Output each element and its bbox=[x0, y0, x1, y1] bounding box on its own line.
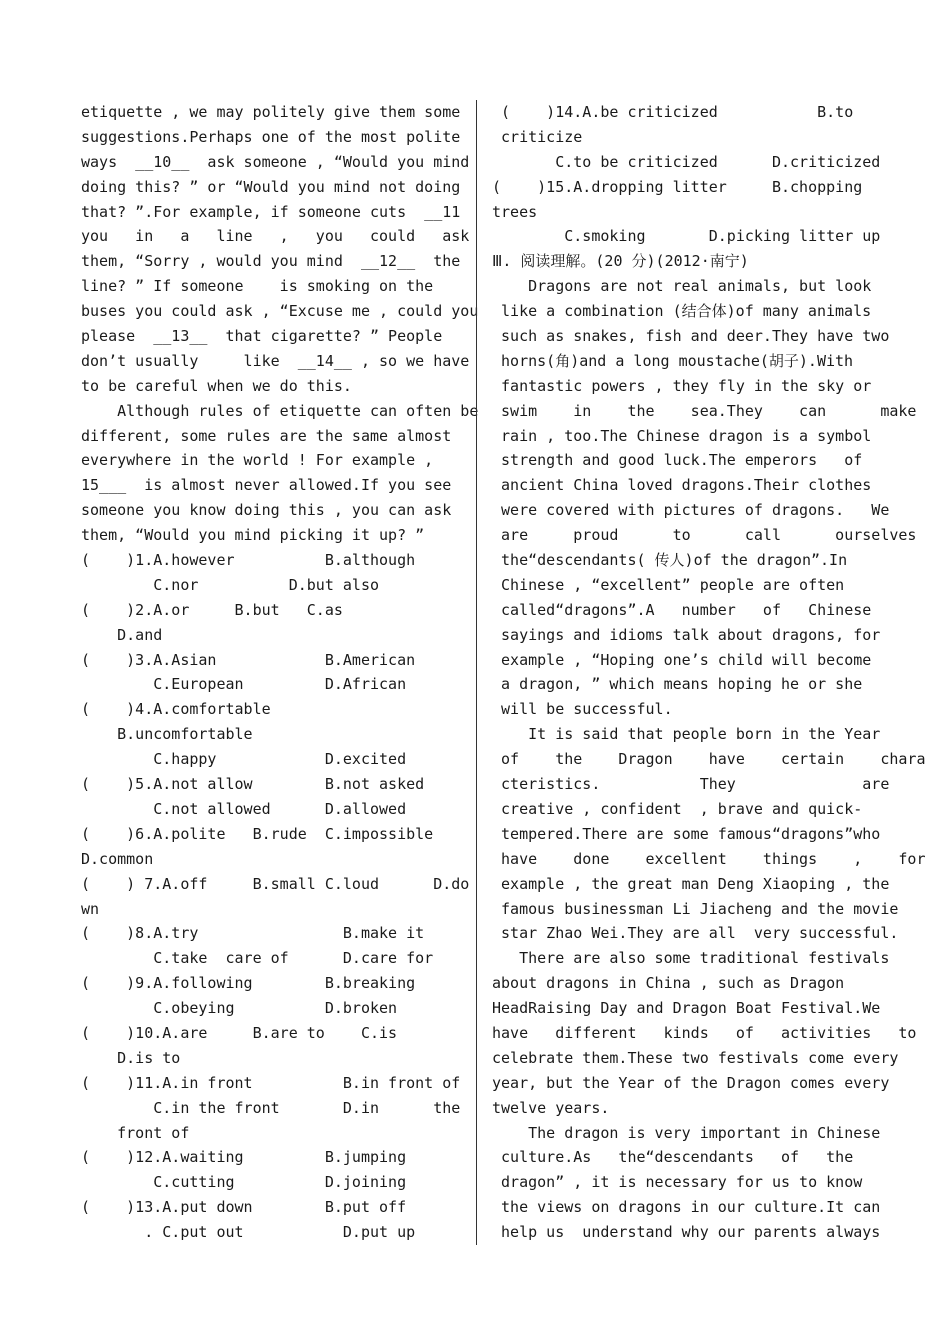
text-line: C.to be criticized D.criticized bbox=[492, 152, 881, 171]
text-line: tempered.There are some famous“dragons”who bbox=[492, 824, 881, 843]
text-line: C.European D.African bbox=[81, 675, 407, 694]
text-line: C.take care of D.care for bbox=[81, 949, 434, 968]
text-line: of the Dragon have certain chara bbox=[492, 750, 926, 769]
text-line: ( )4.A.comfortable bbox=[81, 700, 271, 719]
text-line: ancient China loved dragons.Their clothes bbox=[492, 476, 872, 495]
text-line: The dragon is very important in Chinese bbox=[492, 1123, 881, 1142]
text-line: don’t usually like __14__ , so we have bbox=[81, 351, 470, 370]
text-line: C.obeying D.broken bbox=[81, 999, 398, 1018]
text-line: There are also some traditional festivals bbox=[492, 949, 890, 968]
text-line: to be careful when we do this. bbox=[81, 376, 352, 395]
text-line: ( )11.A.in front B.in front of bbox=[81, 1073, 461, 1092]
text-line: ( )10.A.are B.are to C.is bbox=[81, 1023, 398, 1042]
text-line: the views on dragons in our culture.It can bbox=[492, 1198, 881, 1217]
text-line: celebrate them.These two festivals come every bbox=[492, 1048, 899, 1067]
text-line: different, some rules are the same almost bbox=[81, 426, 452, 445]
text-line: ( ) 7.A.off B.small C.loud D.do bbox=[81, 874, 470, 893]
text-line: ( )2.A.or B.but C.as bbox=[81, 600, 343, 619]
text-line: C.happy D.excited bbox=[81, 750, 407, 769]
text-line: D.is to bbox=[81, 1048, 181, 1067]
text-line: trees bbox=[492, 202, 538, 221]
right-column bbox=[492, 100, 926, 1245]
text-line: Dragons are not real animals, but look bbox=[492, 277, 872, 296]
text-line: them, “Would you mind picking it up? ” bbox=[81, 526, 425, 545]
text-line: front of bbox=[81, 1123, 190, 1142]
text-line: C.cutting D.joining bbox=[81, 1173, 407, 1192]
text-line: buses you could ask , “Excuse me , could you bbox=[81, 302, 479, 321]
text-line: will be successful. bbox=[492, 700, 673, 719]
text-line: wn bbox=[81, 899, 100, 918]
text-line: C.not allowed D.allowed bbox=[81, 799, 407, 818]
text-line: ( )8.A.try B.make it bbox=[81, 924, 425, 943]
text-line: strength and good luck.The emperors of bbox=[492, 451, 863, 470]
text-line: swim in the sea.They can make bbox=[492, 401, 917, 420]
text-line: example , the great man Deng Xiaoping , the bbox=[492, 874, 890, 893]
text-line: ( )12.A.waiting B.jumping bbox=[81, 1148, 407, 1167]
text-line: were covered with pictures of dragons. We bbox=[492, 501, 890, 520]
text-line: Chinese , “excellent” people are often bbox=[492, 575, 845, 594]
text-line: everywhere in the world ! For example , bbox=[81, 451, 434, 470]
text-line: C.in the front D.in the bbox=[81, 1098, 461, 1117]
text-line: such as snakes, fish and deer.They have two bbox=[492, 327, 890, 346]
text-line: like a combination (结合体)of many animals bbox=[492, 302, 872, 321]
text-line: Ⅲ. 阅读理解。(20 分)(2012·南宁) bbox=[492, 252, 749, 271]
text-line: ( )5.A.not allow B.not asked bbox=[81, 775, 425, 794]
text-line: 15___ is almost never allowed.If you see bbox=[81, 476, 452, 495]
text-line: the“descendants( 传人)of the dragon”.In bbox=[492, 551, 848, 570]
text-line: suggestions.Perhaps one of the most polite bbox=[81, 127, 461, 146]
text-line: star Zhao Wei.They are all very successful. bbox=[492, 924, 899, 943]
text-line: year, but the Year of the Dragon comes every bbox=[492, 1073, 890, 1092]
text-line: have done excellent things , for bbox=[492, 849, 926, 868]
text-line: creative , confident , brave and quick- bbox=[492, 799, 863, 818]
text-line: ( )13.A.put down B.put off bbox=[81, 1198, 407, 1217]
text-line: C.smoking D.picking litter up bbox=[492, 227, 881, 246]
text-line: horns(角)and a long moustache(胡子).With bbox=[492, 351, 854, 370]
text-line: ( )14.A.be criticized B.to bbox=[492, 103, 854, 121]
text-line: someone you know doing this , you can ask bbox=[81, 501, 452, 520]
text-line: ( )6.A.polite B.rude C.impossible bbox=[81, 824, 434, 843]
text-line: fantastic powers , they fly in the sky or bbox=[492, 376, 872, 395]
text-line: them, “Sorry , would you mind __12__ the bbox=[81, 252, 461, 271]
left-column bbox=[81, 100, 479, 1245]
text-line: ways __10__ ask someone , “Would you mind bbox=[81, 152, 470, 171]
text-line: ( )3.A.Asian B.American bbox=[81, 650, 416, 669]
text-line: that? ”.For example, if someone cuts __11 bbox=[81, 202, 461, 221]
text-line: famous businessman Li Jiacheng and the movie bbox=[492, 899, 899, 918]
text-line: cteristics. They are bbox=[492, 775, 890, 794]
text-line: a dragon, ” which means hoping he or she bbox=[492, 675, 863, 694]
text-line: called“dragons”.A number of Chinese bbox=[492, 600, 872, 619]
text-line: have different kinds of activities to bbox=[492, 1023, 917, 1042]
text-line: please __13__ that cigarette? ” People bbox=[81, 327, 443, 346]
text-line: about dragons in China , such as Dragon bbox=[492, 974, 845, 993]
text-line: sayings and idioms talk about dragons, for bbox=[492, 625, 881, 644]
text-line: dragon” , it is necessary for us to know bbox=[492, 1173, 863, 1192]
column-divider bbox=[476, 100, 477, 1245]
text-line: you in a line , you could ask bbox=[81, 227, 470, 246]
text-line: twelve years. bbox=[492, 1098, 610, 1117]
text-line: D.common bbox=[81, 849, 154, 868]
text-line: criticize bbox=[492, 127, 583, 146]
text-line: etiquette , we may politely give them some bbox=[81, 103, 461, 121]
text-line: ( )15.A.dropping litter B.chopping bbox=[492, 177, 863, 196]
text-line: line? ” If someone is smoking on the bbox=[81, 277, 434, 296]
text-line: Although rules of etiquette can often be bbox=[81, 401, 479, 420]
text-line: doing this? ” or “Would you mind not doing bbox=[81, 177, 461, 196]
text-line: . C.put out D.put up bbox=[81, 1223, 416, 1242]
text-line: ( )1.A.however B.although bbox=[81, 551, 416, 570]
text-line: D.and bbox=[81, 625, 163, 644]
text-line: C.nor D.but also bbox=[81, 575, 380, 594]
text-line: B.uncomfortable bbox=[81, 725, 253, 744]
text-line: help us understand why our parents always bbox=[492, 1223, 881, 1242]
text-line: ( )9.A.following B.breaking bbox=[81, 974, 416, 993]
text-line: example , “Hoping one’s child will become bbox=[492, 650, 872, 669]
text-line: HeadRaising Day and Dragon Boat Festival.We bbox=[492, 999, 881, 1018]
text-line: are proud to call ourselves bbox=[492, 526, 917, 545]
text-line: It is said that people born in the Year bbox=[492, 725, 881, 744]
text-line: culture.As the“descendants of the bbox=[492, 1148, 854, 1167]
text-line: rain , too.The Chinese dragon is a symbol bbox=[492, 426, 872, 445]
